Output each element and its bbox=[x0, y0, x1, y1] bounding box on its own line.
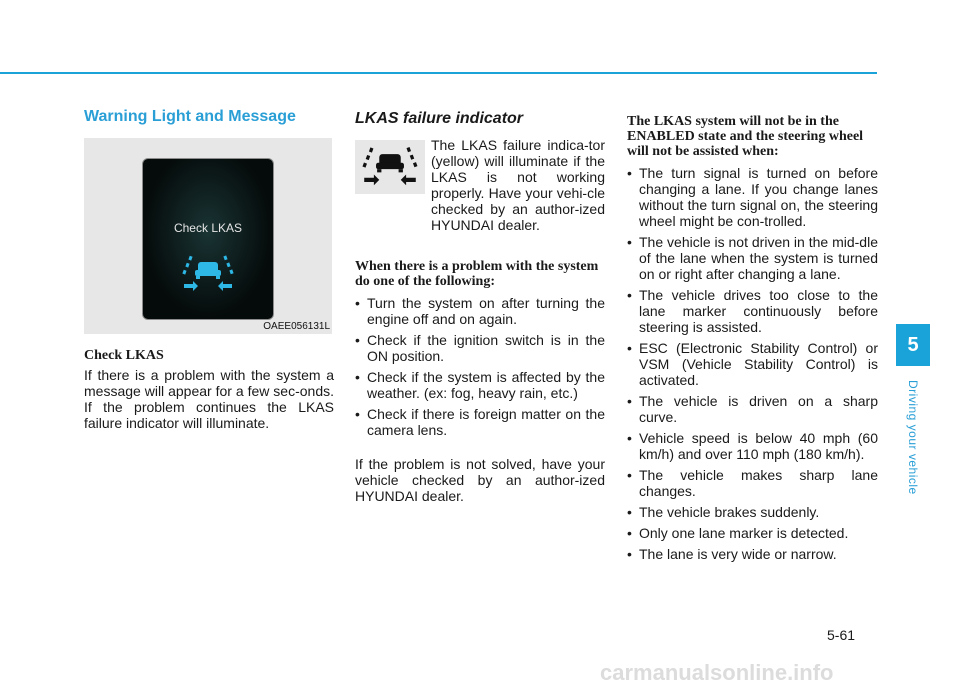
watermark: carmanualsonline.info bbox=[600, 660, 834, 685]
list-item: • Check if there is foreign matter on the camera lens. bbox=[355, 406, 605, 438]
page-number: 5-61 bbox=[827, 627, 856, 643]
failure-indicator-figure bbox=[355, 140, 425, 194]
section-title-failure-indicator: LKAS failure indicator bbox=[355, 110, 524, 127]
chapter-name: Driving your vehicle bbox=[906, 380, 920, 495]
cluster-message: Check LKAS bbox=[173, 221, 243, 235]
list-item: • The vehicle makes sharp lane changes. bbox=[627, 467, 878, 499]
figure-code: OAEE056131L bbox=[263, 321, 330, 332]
chapter-number-tab: 5 bbox=[896, 324, 930, 366]
indicator-row bbox=[355, 137, 605, 233]
list-item: • The vehicle is not driven in the mid-dle of the lane when the system is turned on or right after changing a lane. bbox=[627, 234, 878, 282]
section-title-warning-light: Warning Light and Message bbox=[84, 108, 296, 125]
list-item: • Check if the ignition switch is in the ON position. bbox=[355, 332, 605, 364]
subhead-check-lkas: Check LKAS bbox=[84, 348, 164, 363]
header-rule bbox=[0, 72, 877, 74]
list-item: • ESC (Electronic Stability Control) or VSM (Vehicle Stability Control) is activated. bbox=[627, 340, 878, 388]
column-failure-indicator bbox=[355, 110, 605, 504]
subhead-not-enabled: The LKAS system will not be in the ENABLED state and the steering wheel will not be assisted when: bbox=[627, 114, 864, 159]
failure-indicator-text: The LKAS failure indica-tor (yellow) will illuminate if the LKAS is not working properly. Have your vehi-cle checked by an author-ized HYUNDAI dealer. bbox=[431, 137, 605, 233]
body-check-lkas: If there is a problem with the system a message will appear for a few sec-onds. If the problem continues the LKAS failure indicator will illuminate. bbox=[84, 367, 334, 431]
list-item: • Check if the system is affected by the weather. (ex: fog, heavy rain, etc.) bbox=[355, 369, 605, 401]
list-item: • The lane is very wide or narrow. bbox=[627, 546, 878, 562]
list-item: • Only one lane marker is detected. bbox=[627, 525, 878, 541]
cluster-figure bbox=[84, 138, 332, 334]
column-warning-light bbox=[84, 108, 334, 431]
column-not-enabled bbox=[627, 114, 878, 567]
list-item: • Turn the system on after turning the engine off and on again. bbox=[355, 295, 605, 327]
problem-steps-list bbox=[355, 295, 605, 438]
list-item: • The turn signal is turned on before changing a lane. If you change lanes without the turn signal on, the steering wheel might be con-trolled. bbox=[627, 165, 878, 229]
cluster-display bbox=[142, 158, 274, 320]
subhead-problem: When there is a problem with the system do one of the following: bbox=[355, 259, 599, 289]
footer-text: If the problem is not solved, have your vehicle checked by an author-ized HYUNDAI dealer. bbox=[355, 456, 605, 504]
not-enabled-list bbox=[627, 165, 878, 562]
list-item: • The vehicle brakes suddenly. bbox=[627, 504, 878, 520]
lkas-icon bbox=[181, 254, 235, 294]
lkas-failure-icon bbox=[361, 145, 419, 189]
list-item: • The vehicle is driven on a sharp curve. bbox=[627, 393, 878, 425]
list-item: • Vehicle speed is below 40 mph (60 km/h) and over 110 mph (180 km/h). bbox=[627, 430, 878, 462]
list-item: • The vehicle drives too close to the lane marker continuously before steering is assisted. bbox=[627, 287, 878, 335]
